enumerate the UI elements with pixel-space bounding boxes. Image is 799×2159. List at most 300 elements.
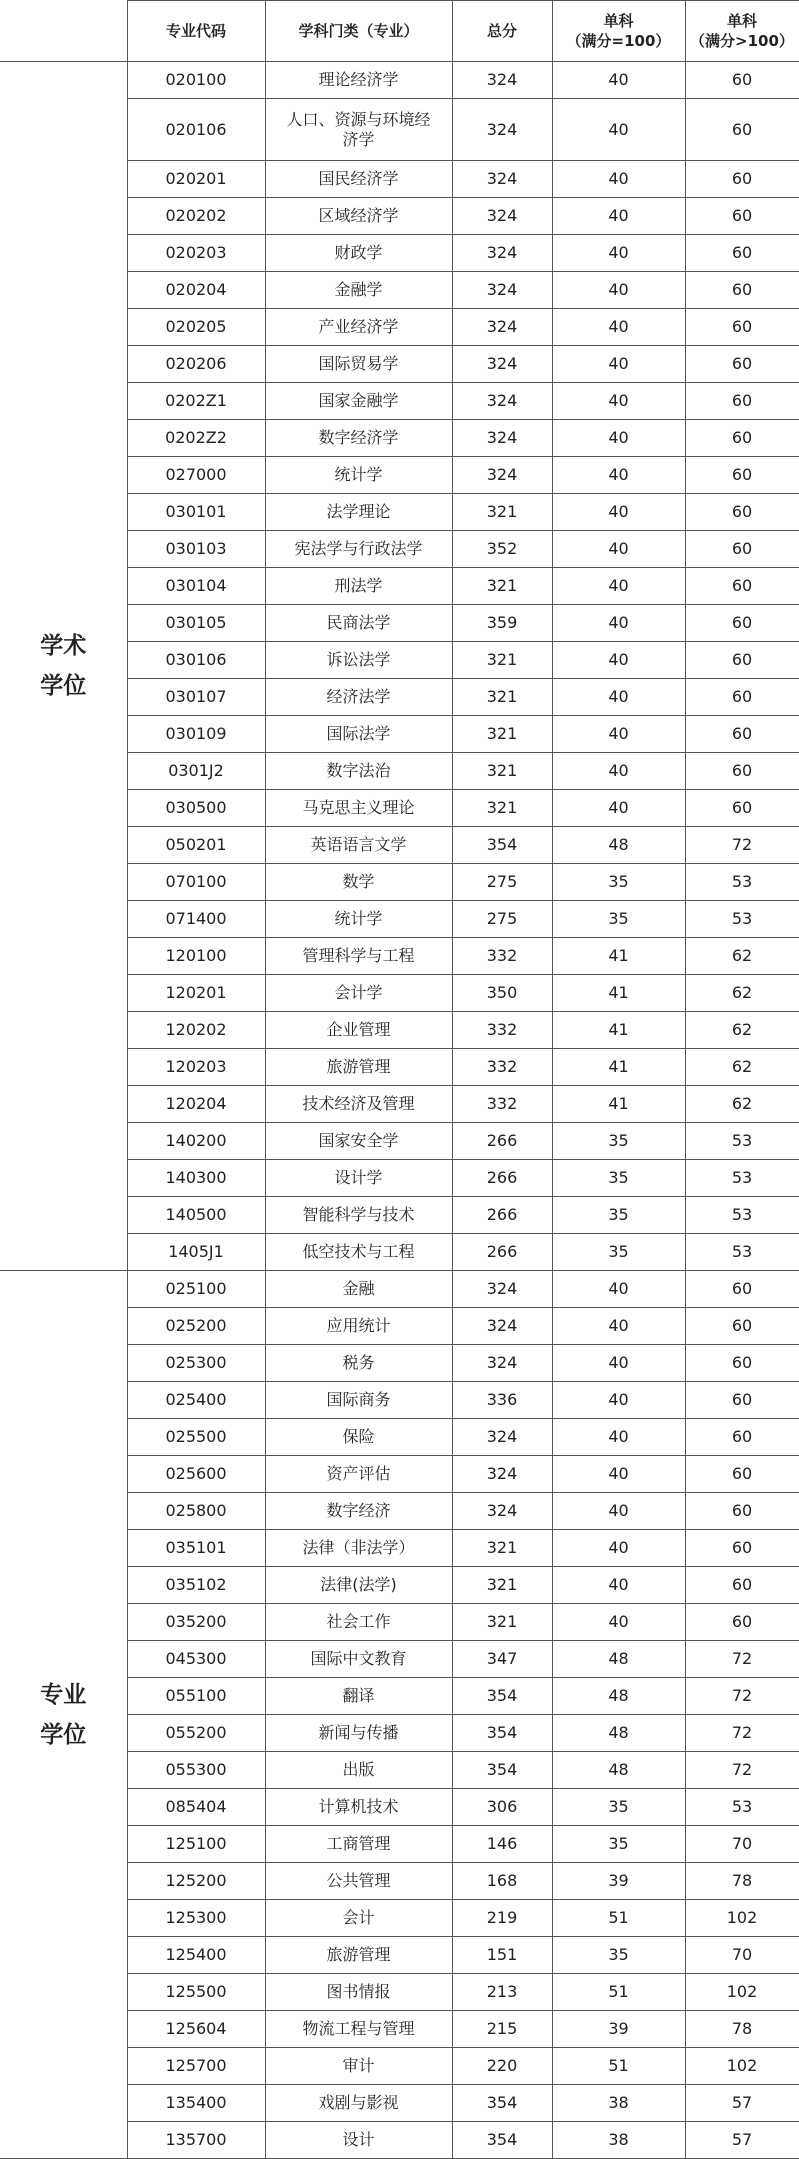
single-100plus-cell: 60 (685, 420, 799, 457)
discipline-cell: 社会工作 (265, 1604, 452, 1641)
major-code-cell: 0202Z2 (127, 420, 265, 457)
total-score-cell: 266 (452, 1197, 552, 1234)
discipline-cell: 法律（非法学） (265, 1530, 452, 1567)
major-code-cell: 050201 (127, 827, 265, 864)
single-100-cell: 40 (552, 605, 685, 642)
discipline-cell: 会计 (265, 1900, 452, 1937)
single-100-cell: 41 (552, 1049, 685, 1086)
single-100plus-cell: 53 (685, 901, 799, 938)
total-score-cell: 266 (452, 1123, 552, 1160)
single-100-cell: 48 (552, 1752, 685, 1789)
single-100-cell: 41 (552, 1012, 685, 1049)
discipline-cell: 区域经济学 (265, 198, 452, 235)
single-100plus-cell: 60 (685, 605, 799, 642)
total-score-cell: 266 (452, 1160, 552, 1197)
single-100plus-cell: 70 (685, 1937, 799, 1974)
single-100-cell: 35 (552, 1123, 685, 1160)
major-code-cell: 025100 (127, 1271, 265, 1308)
total-score-cell: 321 (452, 642, 552, 679)
total-score-cell: 324 (452, 346, 552, 383)
single-100plus-cell: 60 (685, 1456, 799, 1493)
major-code-cell: 020205 (127, 309, 265, 346)
major-code-cell: 030103 (127, 531, 265, 568)
single-100-cell: 40 (552, 1530, 685, 1567)
major-code-cell: 030106 (127, 642, 265, 679)
total-score-cell: 321 (452, 1604, 552, 1641)
total-score-cell: 354 (452, 2122, 552, 2159)
header-discipline: 学科门类（专业） (265, 1, 452, 62)
single-100-cell: 35 (552, 864, 685, 901)
major-code-cell: 135700 (127, 2122, 265, 2159)
single-100plus-cell: 60 (685, 62, 799, 99)
major-code-cell: 140200 (127, 1123, 265, 1160)
single-100plus-cell: 62 (685, 938, 799, 975)
major-code-cell: 025200 (127, 1308, 265, 1345)
discipline-cell: 设计学 (265, 1160, 452, 1197)
single-100plus-cell: 60 (685, 1567, 799, 1604)
major-code-cell: 025600 (127, 1456, 265, 1493)
major-code-cell: 0301J2 (127, 753, 265, 790)
single-100-cell: 40 (552, 494, 685, 531)
discipline-cell: 资产评估 (265, 1456, 452, 1493)
single-100plus-cell: 72 (685, 1641, 799, 1678)
discipline-cell: 设计 (265, 2122, 452, 2159)
single-100-cell: 40 (552, 346, 685, 383)
major-code-cell: 035101 (127, 1530, 265, 1567)
discipline-cell: 国家金融学 (265, 383, 452, 420)
major-code-cell: 020100 (127, 62, 265, 99)
total-score-cell: 219 (452, 1900, 552, 1937)
discipline-cell: 戏剧与影视 (265, 2085, 452, 2122)
single-100-cell: 48 (552, 1678, 685, 1715)
total-score-cell: 354 (452, 2085, 552, 2122)
total-score-cell: 332 (452, 1012, 552, 1049)
major-code-cell: 030105 (127, 605, 265, 642)
single-100plus-cell: 60 (685, 531, 799, 568)
total-score-cell: 324 (452, 235, 552, 272)
single-100plus-cell: 60 (685, 272, 799, 309)
single-100plus-cell: 60 (685, 1345, 799, 1382)
discipline-cell: 数字法治 (265, 753, 452, 790)
major-code-cell: 125400 (127, 1937, 265, 1974)
discipline-cell: 国家安全学 (265, 1123, 452, 1160)
header-category-blank (0, 1, 127, 62)
discipline-cell: 统计学 (265, 457, 452, 494)
single-100plus-cell: 78 (685, 2011, 799, 2048)
total-score-cell: 275 (452, 864, 552, 901)
total-score-cell: 266 (452, 1234, 552, 1271)
discipline-cell: 诉讼法学 (265, 642, 452, 679)
degree-category (0, 1271, 127, 2159)
header-single-100-line1: 单科 (603, 12, 634, 30)
single-100-cell: 35 (552, 1160, 685, 1197)
discipline-cell: 法学理论 (265, 494, 452, 531)
single-100plus-cell: 70 (685, 1826, 799, 1863)
discipline-cell: 翻译 (265, 1678, 452, 1715)
total-score-cell: 220 (452, 2048, 552, 2085)
major-code-cell: 035200 (127, 1604, 265, 1641)
major-code-cell: 125200 (127, 1863, 265, 1900)
single-100-cell: 40 (552, 1567, 685, 1604)
total-score-cell: 151 (452, 1937, 552, 1974)
single-100-cell: 40 (552, 1604, 685, 1641)
discipline-cell: 技术经济及管理 (265, 1086, 452, 1123)
single-100plus-cell: 62 (685, 1012, 799, 1049)
single-100-cell: 38 (552, 2085, 685, 2122)
total-score-cell: 275 (452, 901, 552, 938)
discipline-cell: 马克思主义理论 (265, 790, 452, 827)
header-single-100plus-line1: 单科 (726, 12, 757, 30)
major-code-cell: 120204 (127, 1086, 265, 1123)
discipline-cell: 国际中文教育 (265, 1641, 452, 1678)
discipline-cell: 工商管理 (265, 1826, 452, 1863)
major-code-cell: 035102 (127, 1567, 265, 1604)
single-100-cell: 40 (552, 235, 685, 272)
discipline-cell: 智能科学与技术 (265, 1197, 452, 1234)
single-100plus-cell: 60 (685, 1271, 799, 1308)
discipline-cell: 旅游管理 (265, 1049, 452, 1086)
total-score-cell: 324 (452, 1308, 552, 1345)
degree-category-line2: 学位 (40, 1721, 87, 1748)
major-code-cell: 027000 (127, 457, 265, 494)
total-score-cell: 324 (452, 1345, 552, 1382)
single-100plus-cell: 53 (685, 1789, 799, 1826)
discipline-cell: 金融学 (265, 272, 452, 309)
single-100-cell: 48 (552, 1715, 685, 1752)
single-100plus-cell: 60 (685, 309, 799, 346)
total-score-cell: 321 (452, 1567, 552, 1604)
single-100plus-cell: 60 (685, 198, 799, 235)
total-score-cell: 350 (452, 975, 552, 1012)
single-100-cell: 38 (552, 2122, 685, 2159)
total-score-cell: 324 (452, 198, 552, 235)
total-score-cell: 324 (452, 420, 552, 457)
discipline-cell: 人口、资源与环境经济学 (265, 99, 452, 161)
table-row (0, 62, 799, 99)
major-code-cell: 025800 (127, 1493, 265, 1530)
single-100plus-cell: 60 (685, 642, 799, 679)
total-score-cell: 324 (452, 383, 552, 420)
discipline-cell: 新闻与传播 (265, 1715, 452, 1752)
major-code-cell: 030104 (127, 568, 265, 605)
single-100-cell: 40 (552, 161, 685, 198)
major-code-cell: 030109 (127, 716, 265, 753)
total-score-cell: 324 (452, 99, 552, 161)
single-100plus-cell: 60 (685, 679, 799, 716)
single-100-cell: 40 (552, 62, 685, 99)
total-score-cell: 306 (452, 1789, 552, 1826)
single-100-cell: 40 (552, 531, 685, 568)
discipline-cell: 公共管理 (265, 1863, 452, 1900)
total-score-cell: 321 (452, 1530, 552, 1567)
major-code-cell: 120203 (127, 1049, 265, 1086)
discipline-cell: 应用统计 (265, 1308, 452, 1345)
header-row (0, 1, 799, 62)
discipline-cell: 国际贸易学 (265, 346, 452, 383)
single-100plus-cell: 53 (685, 1160, 799, 1197)
major-code-cell: 045300 (127, 1641, 265, 1678)
single-100-cell: 35 (552, 1789, 685, 1826)
major-code-cell: 055100 (127, 1678, 265, 1715)
single-100-cell: 40 (552, 383, 685, 420)
single-100-cell: 40 (552, 198, 685, 235)
total-score-cell: 332 (452, 1086, 552, 1123)
total-score-cell: 324 (452, 1456, 552, 1493)
major-code-cell: 085404 (127, 1789, 265, 1826)
single-100plus-cell: 60 (685, 457, 799, 494)
single-100-cell: 41 (552, 1086, 685, 1123)
total-score-cell: 354 (452, 1715, 552, 1752)
major-code-cell: 020201 (127, 161, 265, 198)
total-score-cell: 354 (452, 827, 552, 864)
single-100-cell: 51 (552, 1974, 685, 2011)
single-100plus-cell: 60 (685, 568, 799, 605)
single-100plus-cell: 60 (685, 99, 799, 161)
major-code-cell: 020106 (127, 99, 265, 161)
discipline-cell: 英语语言文学 (265, 827, 452, 864)
total-score-cell: 213 (452, 1974, 552, 2011)
total-score-cell: 324 (452, 1271, 552, 1308)
discipline-cell: 保险 (265, 1419, 452, 1456)
single-100plus-cell: 53 (685, 1197, 799, 1234)
discipline-cell: 数学 (265, 864, 452, 901)
single-100-cell: 40 (552, 642, 685, 679)
total-score-cell: 324 (452, 272, 552, 309)
discipline-cell: 民商法学 (265, 605, 452, 642)
single-100plus-cell: 72 (685, 1752, 799, 1789)
single-100plus-cell: 60 (685, 1308, 799, 1345)
single-100-cell: 39 (552, 1863, 685, 1900)
single-100plus-cell: 60 (685, 235, 799, 272)
major-code-cell: 025300 (127, 1345, 265, 1382)
discipline-cell: 财政学 (265, 235, 452, 272)
total-score-cell: 146 (452, 1826, 552, 1863)
single-100-cell: 35 (552, 1937, 685, 1974)
single-100-cell: 40 (552, 420, 685, 457)
single-100plus-cell: 60 (685, 494, 799, 531)
single-100-cell: 40 (552, 1419, 685, 1456)
discipline-cell: 低空技术与工程 (265, 1234, 452, 1271)
total-score-cell: 324 (452, 1419, 552, 1456)
single-100-cell: 40 (552, 1456, 685, 1493)
single-100plus-cell: 57 (685, 2122, 799, 2159)
total-score-cell: 215 (452, 2011, 552, 2048)
total-score-cell: 359 (452, 605, 552, 642)
major-code-cell: 030500 (127, 790, 265, 827)
discipline-cell: 国际商务 (265, 1382, 452, 1419)
total-score-cell: 354 (452, 1752, 552, 1789)
single-100plus-cell: 62 (685, 1086, 799, 1123)
total-score-cell: 321 (452, 790, 552, 827)
discipline-cell: 理论经济学 (265, 62, 452, 99)
major-code-cell: 025400 (127, 1382, 265, 1419)
total-score-cell: 336 (452, 1382, 552, 1419)
single-100plus-cell: 60 (685, 716, 799, 753)
total-score-cell: 321 (452, 494, 552, 531)
single-100-cell: 40 (552, 753, 685, 790)
single-100-cell: 40 (552, 679, 685, 716)
single-100-cell: 40 (552, 309, 685, 346)
single-100-cell: 40 (552, 272, 685, 309)
single-100plus-cell: 78 (685, 1863, 799, 1900)
single-100-cell: 40 (552, 568, 685, 605)
single-100-cell: 40 (552, 1308, 685, 1345)
total-score-cell: 321 (452, 568, 552, 605)
single-100-cell: 35 (552, 1197, 685, 1234)
major-code-cell: 120100 (127, 938, 265, 975)
header-total: 总分 (452, 1, 552, 62)
header-single-100-line2: （满分=100） (566, 32, 671, 50)
major-code-cell: 020204 (127, 272, 265, 309)
single-100plus-cell: 60 (685, 1382, 799, 1419)
degree-category-line1: 学术 (40, 633, 87, 659)
single-100-cell: 41 (552, 938, 685, 975)
table-row (0, 1271, 799, 1308)
single-100plus-cell: 60 (685, 161, 799, 198)
total-score-cell: 347 (452, 1641, 552, 1678)
header-single-100plus-line2: （满分>100） (690, 32, 794, 50)
single-100plus-cell: 60 (685, 346, 799, 383)
total-score-cell: 324 (452, 1493, 552, 1530)
major-code-cell: 030101 (127, 494, 265, 531)
single-100plus-cell: 72 (685, 1678, 799, 1715)
major-code-cell: 125604 (127, 2011, 265, 2048)
single-100-cell: 40 (552, 457, 685, 494)
single-100-cell: 40 (552, 790, 685, 827)
major-code-cell: 140500 (127, 1197, 265, 1234)
single-100-cell: 40 (552, 99, 685, 161)
major-code-cell: 140300 (127, 1160, 265, 1197)
degree-category-line1: 专业 (40, 1681, 87, 1708)
discipline-cell: 法律(法学) (265, 1567, 452, 1604)
major-code-cell: 125300 (127, 1900, 265, 1937)
single-100plus-cell: 72 (685, 827, 799, 864)
single-100plus-cell: 102 (685, 2048, 799, 2085)
major-code-cell: 070100 (127, 864, 265, 901)
major-code-cell: 030107 (127, 679, 265, 716)
header-single-100plus (685, 1, 799, 62)
single-100-cell: 40 (552, 1271, 685, 1308)
single-100plus-cell: 62 (685, 975, 799, 1012)
major-code-cell: 025500 (127, 1419, 265, 1456)
discipline-cell: 数字经济 (265, 1493, 452, 1530)
discipline-cell: 图书情报 (265, 1974, 452, 2011)
discipline-cell: 出版 (265, 1752, 452, 1789)
discipline-cell: 物流工程与管理 (265, 2011, 452, 2048)
single-100plus-cell: 53 (685, 1234, 799, 1271)
single-100-cell: 41 (552, 975, 685, 1012)
discipline-cell: 税务 (265, 1345, 452, 1382)
single-100-cell: 40 (552, 716, 685, 753)
major-code-cell: 0202Z1 (127, 383, 265, 420)
total-score-cell: 321 (452, 679, 552, 716)
discipline-cell: 国民经济学 (265, 161, 452, 198)
discipline-cell: 刑法学 (265, 568, 452, 605)
single-100-cell: 35 (552, 901, 685, 938)
single-100plus-cell: 62 (685, 1049, 799, 1086)
major-code-cell: 125100 (127, 1826, 265, 1863)
single-100plus-cell: 60 (685, 1419, 799, 1456)
discipline-cell: 统计学 (265, 901, 452, 938)
discipline-cell: 审计 (265, 2048, 452, 2085)
major-code-cell: 120202 (127, 1012, 265, 1049)
discipline-cell: 管理科学与工程 (265, 938, 452, 975)
major-code-cell: 020202 (127, 198, 265, 235)
total-score-cell: 332 (452, 1049, 552, 1086)
discipline-cell: 旅游管理 (265, 1937, 452, 1974)
discipline-cell: 计算机技术 (265, 1789, 452, 1826)
single-100-cell: 51 (552, 1900, 685, 1937)
single-100plus-cell: 53 (685, 1123, 799, 1160)
total-score-cell: 324 (452, 309, 552, 346)
major-code-cell: 020203 (127, 235, 265, 272)
degree-category (0, 62, 127, 1271)
discipline-cell: 金融 (265, 1271, 452, 1308)
single-100-cell: 48 (552, 827, 685, 864)
single-100-cell: 35 (552, 1234, 685, 1271)
single-100-cell: 51 (552, 2048, 685, 2085)
discipline-cell: 宪法学与行政法学 (265, 531, 452, 568)
major-code-cell: 125500 (127, 1974, 265, 2011)
major-code-cell: 020206 (127, 346, 265, 383)
discipline-cell: 会计学 (265, 975, 452, 1012)
discipline-cell: 国际法学 (265, 716, 452, 753)
total-score-cell: 332 (452, 938, 552, 975)
major-code-cell: 125700 (127, 2048, 265, 2085)
single-100-cell: 40 (552, 1345, 685, 1382)
total-score-cell: 324 (452, 161, 552, 198)
total-score-cell: 352 (452, 531, 552, 568)
single-100-cell: 48 (552, 1641, 685, 1678)
single-100plus-cell: 57 (685, 2085, 799, 2122)
discipline-cell: 数字经济学 (265, 420, 452, 457)
header-code: 专业代码 (127, 1, 265, 62)
major-code-cell: 071400 (127, 901, 265, 938)
discipline-cell: 企业管理 (265, 1012, 452, 1049)
single-100plus-cell: 60 (685, 790, 799, 827)
table-body (0, 62, 799, 2159)
total-score-cell: 324 (452, 62, 552, 99)
major-code-cell: 120201 (127, 975, 265, 1012)
single-100plus-cell: 60 (685, 1493, 799, 1530)
total-score-cell: 168 (452, 1863, 552, 1900)
single-100-cell: 39 (552, 2011, 685, 2048)
major-code-cell: 135400 (127, 2085, 265, 2122)
single-100plus-cell: 72 (685, 1715, 799, 1752)
single-100-cell: 40 (552, 1493, 685, 1530)
single-100-cell: 35 (552, 1826, 685, 1863)
total-score-cell: 321 (452, 716, 552, 753)
major-code-cell: 055300 (127, 1752, 265, 1789)
discipline-cell: 经济法学 (265, 679, 452, 716)
degree-category-line2: 学位 (40, 673, 87, 699)
single-100-cell: 40 (552, 1382, 685, 1419)
single-100plus-cell: 60 (685, 1604, 799, 1641)
single-100plus-cell: 102 (685, 1974, 799, 2011)
single-100plus-cell: 53 (685, 864, 799, 901)
major-code-cell: 1405J1 (127, 1234, 265, 1271)
discipline-cell: 产业经济学 (265, 309, 452, 346)
total-score-cell: 354 (452, 1678, 552, 1715)
total-score-cell: 321 (452, 753, 552, 790)
single-100plus-cell: 102 (685, 1900, 799, 1937)
single-100plus-cell: 60 (685, 753, 799, 790)
header-single-100 (552, 1, 685, 62)
single-100plus-cell: 60 (685, 383, 799, 420)
single-100plus-cell: 60 (685, 1530, 799, 1567)
total-score-cell: 324 (452, 457, 552, 494)
major-code-cell: 055200 (127, 1715, 265, 1752)
